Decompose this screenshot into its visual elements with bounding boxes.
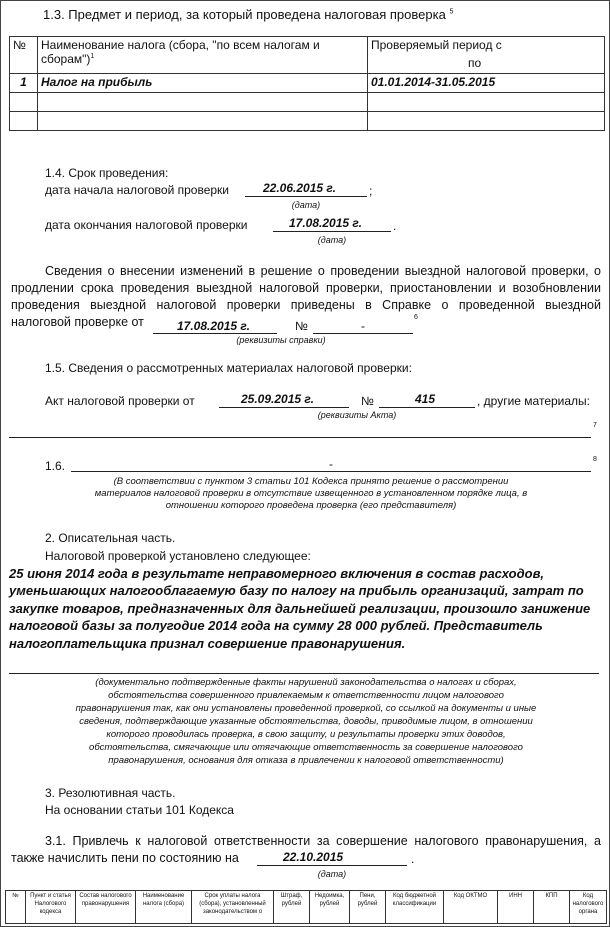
col-offence: Состав налогового правонарушения (76, 891, 136, 924)
section-2-title: 2. Описательная часть. (45, 531, 176, 545)
act-hint: (реквизиты Акта) (317, 410, 397, 420)
findings-text: 25 июня 2014 года в результате неправомерного включения в состав расходов, уменьшающих налогооблагаемую базу по налогу на прибыль организаций, затрат по закупке товаров, предназначенных для дальнейшей реализации, произошло занижение налоговой базы за полугодие 2014 года на сумму 28 000 рублей. Представитель налогоплательщика признал совершение правонарушения. (9, 566, 591, 651)
reference-num: - (361, 319, 365, 333)
tax-table (9, 36, 605, 131)
col-arrears: Недоимка, рублей (310, 891, 350, 924)
end-date-value: 17.08.2015 г. (289, 216, 362, 230)
col-tax-authority: Код налогового органа (570, 891, 607, 924)
col-article: Пункт и статья Налогового кодекса (26, 891, 76, 924)
row-period: 01.01.2014-31.05.2015 (368, 74, 605, 93)
col-penalty: Пени, рублей (350, 891, 386, 924)
act-date: 25.09.2015 г. (241, 392, 314, 406)
tax-table-row (10, 112, 605, 131)
act-num-label: № (361, 394, 374, 408)
start-date-value: 22.06.2015 г. (263, 181, 336, 195)
other-materials: , другие материалы: (477, 394, 591, 408)
section-3-basis: На основании статьи 101 Кодекса (45, 803, 234, 817)
reference-num-label: № (295, 319, 308, 333)
end-date-hint: (дата) (317, 235, 347, 245)
section-1-3-title: 1.3. Предмет и период, за который проведена налоговая проверка $^5$ (43, 7, 454, 22)
section-1-5-title: 1.5. Сведения о рассмотренных материалах налоговой проверки: (45, 361, 412, 375)
document-page: 1.3. Предмет и период, за который проведена налоговая проверка $^5$ № Наименование налога (сбора, "по всем налогам и сборам")$^1$ Проверяемый период с по 1 Налог на прибыль 01.01.2014-31.05.2015 1.4. Срок проведения: дата начала налоговой проверки 22.06.2015 г. ; (дата) дата окончания налоговой проверки 17.08.2015 г. . (дата) Сведения о внесении изменений в решение о проведении выездной налоговой проверки, о продлении срока проведения выездной налоговой проверки, приостановлении и возобновлении проведения выездной налоговой проверки приведены в Справке о проведенной выездной налоговой проверке от 17.08.2015 г. № - 6 (реквизиты справки) 1.5. Сведения о рассмотренных материалах налоговой проверки: Акт налоговой проверки от 25.09.2015 г. № 415 , другие материалы: (реквизиты Акта) 7 1.6. - 8 (В соответствии с пунктом 3 статьи 101 Кодекса принято решение о рассмотрении материалов налоговой проверки в отсутствие извещенного в установленном порядке лица, в отношении которого проведена проверка (его представителя) 2. Описательная часть. Налоговой проверкой установлено следующее: 25 июня 2014 года в результате неправомерного включения в состав расходов, уменьшающих налогооблагаемую базу по налогу на прибыль организаций, затрат по закупке товаров, предназначенных для дальнейшей реализации, произошло занижение налоговой базы за полугодие 2014 года на сумму 28 000 рублей. Представитель налогоплательщика признал совершение правонарушения. (документально подтвержденные факты нарушений законодательства о налогах и сборах, обстоятельства совершенного привлекаемым к ответственности лицом налогового правонарушения так, как они установлены проведенной проверкой, со ссылкой на документы и иные сведения, подтверждающие указанные обстоятельства, доводы, приводимые лицом, в отношении которого проводилась проверка, в свою защиту, и результаты проверки этих доводов, обстоятельства, смягчающие или отягчающие ответственность за совершение налогового правонарушения, основания для отказа в привлечении к налоговой ответственности) 3. Резолютивная часть. На основании статьи 101 Кодекса 3.1. Привлечь к налоговой ответственности за совершение налогового правонарушения, а также начислить пени по состоянию на 22.10.2015 . (дата) № Пункт и статья Налогового кодекса Состав налогового правонарушения Наименование налога (сбора) Срок уплаты налога (сбора), установленный законодательством о Штраф, рублей Недоимка, рублей Пени, рублей Код бюджетной классификации Код ОКТМО ИНН КПП Код налогового органа (0, 0, 610, 927)
reference-hint: (реквизиты справки) (236, 335, 326, 345)
act-label: Акт налоговой проверки от (45, 394, 195, 408)
col-num: № (6, 891, 26, 924)
findings-hint: (документально подтвержденные факты нарушений законодательства о налогах и сборах, обстоятельства совершенного привлекаемым к ответственности лицом налогового правонарушения так, как они установлены проведенной проверкой, со ссылкой на документы и иные сведения, подтверждающие указанные обстоятельства, доводы, приводимые лицом, в отношении которого проводилась проверка, в свою защиту, и результаты проверки этих доводов, обстоятельства, смягчающие или отягчающие ответственность за совершение налогового правонарушения, основания для отказа в привлечении к налоговой ответственности) (75, 677, 537, 766)
penalty-date: 22.10.2015 (283, 850, 344, 864)
section-3-1-text: 3.1. Привлечь к налоговой ответственности за совершение налогового правонарушения, а также начислить пени по состоянию на (11, 834, 601, 865)
tax-table-header-row (10, 37, 605, 74)
section-1-6-hint: (В соответствии с пунктом 3 статьи 101 Кодекса принято решение о рассмотрении материалов налоговой проверки в отсутствие извещенного в установленном порядке лица, в отношении которого проведена проверка (его представителя) (94, 476, 528, 511)
col-fine: Штраф, рублей (274, 891, 310, 924)
col-kpp: КПП (534, 891, 570, 924)
col-kbk: Код бюджетной классификации (386, 891, 444, 924)
section-2-intro: Налоговой проверкой установлено следующее: (45, 549, 311, 563)
tax-table-row (10, 93, 605, 112)
start-date-label: дата начала налоговой проверки (45, 183, 229, 197)
row-tax: Налог на прибыль (38, 74, 368, 93)
end-date-label: дата окончания налоговой проверки (45, 218, 248, 232)
col-inn: ИНН (498, 891, 534, 924)
col-oktmo: Код ОКТМО (444, 891, 498, 924)
col-due-date: Срок уплаты налога (сбора), установленный законодательством о (192, 891, 274, 924)
act-num: 415 (415, 392, 436, 406)
reference-date: 17.08.2015 г. (177, 319, 250, 333)
sanctions-header-row (6, 891, 607, 924)
row-num: 1 (10, 74, 38, 93)
start-date-hint: (дата) (291, 200, 321, 210)
sanctions-table (5, 890, 607, 924)
section-1-6-value: - (329, 457, 333, 471)
tax-table-row (10, 74, 605, 93)
changes-text: Сведения о внесении изменений в решение о проведении выездной налоговой проверки, о продлении срока проведения выездной налоговой проверки, приостановлении и возобновлении проведения выездной налоговой проверки приведены в Справке о проведенной выездной налоговой проверке от (11, 264, 601, 329)
section-3-title: 3. Резолютивная часть. (45, 786, 176, 800)
section-1-4-title: 1.4. Срок проведения: (45, 166, 169, 180)
header-period: Проверяемый период с по (368, 37, 605, 74)
header-num: № (10, 37, 38, 74)
header-tax-name: Наименование налога (сбора, "по всем налогам и сборам")$^1$ (38, 37, 368, 74)
penalty-date-hint: (дата) (317, 869, 347, 879)
section-1-6-label: 1.6. (45, 459, 66, 473)
col-tax-name: Наименование налога (сбора) (136, 891, 192, 924)
